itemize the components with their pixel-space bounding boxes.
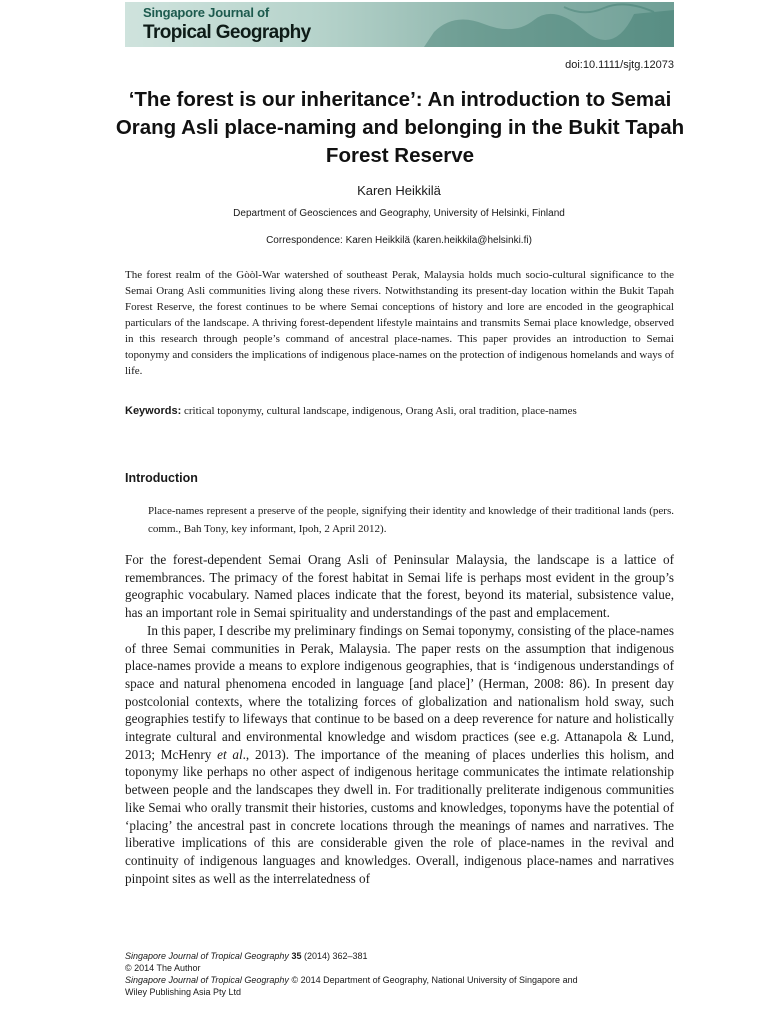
footer-publisher-line2: Wiley Publishing Asia Pty Ltd <box>125 987 242 997</box>
footer-pages: (2014) 362–381 <box>303 951 368 961</box>
section-heading-introduction: Introduction <box>125 471 198 485</box>
correspondence[interactable]: Correspondence: Karen Heikkilä (karen.heikkila@helsinki.fi) <box>266 235 532 246</box>
paragraph-2-part-b: ., 2013). The importance of the meaning of places underlies this holism, and toponymy like perhaps no other aspect of indigenous heritage communicates the intimate relationship between people and the landscapes they dwell in. For traditionally preliterate indigenous communities like Semai who orally transmit their histories, customs and knowledges, toponyms have the potential of ‘placing’ the ancestral past in concrete locations through the meanings of names and narratives. The liberative implications of this are considerable given the role of place-names in the revival and continuity of indigenous languages and knowledges. Overall, indigenous place-names and narratives pinpoint sites as well as the interrelatedness of <box>125 746 674 886</box>
epigraph: Place-names represent a preserve of the people, signifying their identity and knowledge of their traditional lands (pers. comm., Bah Tony, key informant, Ipoh, 2 April 2012). <box>148 505 674 535</box>
journal-name-line2: Tropical Geography <box>143 22 311 43</box>
footer-publisher-journal: Singapore Journal of Tropical Geography <box>125 975 289 985</box>
author-affiliation: Department of Geosciences and Geography, University of Helsinki, Finland <box>233 208 565 219</box>
keywords-label: Keywords: <box>125 405 182 417</box>
footer-publisher-rest: © 2014 Department of Geography, National University of Singapore and <box>291 975 578 985</box>
footer-journal: Singapore Journal of Tropical Geography <box>125 951 289 961</box>
journal-banner <box>125 2 674 47</box>
doi[interactable]: doi:10.1111/sjtg.12073 <box>565 59 674 71</box>
introduction-body <box>125 551 674 887</box>
footer-citation <box>125 950 578 962</box>
et-al: et al <box>217 746 243 762</box>
keywords-list: critical toponymy, cultural landscape, indigenous, Orang Asli, oral tradition, place-names <box>184 405 577 417</box>
paragraph-2-part-a: In this paper, I describe my preliminary findings on Semai toponymy, consisting of the place-names of three Semai communities in Perak, Malaysia. The paper rests on the assumption that indigenous place-names provide a means to explore indigenous geographies, that is ‘indigenous understandings of space and natural phenomena encoded in language [and place]’ (Herman, 2008: 86). In present day postcolonial contexts, where the totalizing forces of globalization and nationalism hold sway, such geographies testify to lifeways that continue to be based on a deep reverence for nature and holistically integrate cultural and environmental knowledge and wisdom practices (see e.g. Attanapola & Lund, 2013; McHenry <box>125 622 674 762</box>
author-name: Karen Heikkilä <box>357 183 441 198</box>
abstract: The forest realm of the Gòòl-War watershed of southeast Perak, Malaysia holds much socio-cultural significance to the Semai Orang Asli communities living along these rivers. Notwithstanding its present-day location within the Bukit Tapah Forest Reserve, the forest continues to be where Semai conceptions of history and lore are encoded in the geographical particulars of the landscape. A thriving forest-dependent lifestyle maintains and transmits Semai place knowledge, observed in this research through people’s command of ancestral place-names. This paper provides an introduction to Semai toponymy and considers the implications of indigenous place-names on the protection of indigenous homelands and ways of life. <box>125 269 674 377</box>
page-footer <box>125 950 578 998</box>
footer-copyright: © 2014 The Author <box>125 963 201 973</box>
journal-name-line1: Singapore Journal of <box>143 5 270 20</box>
map-graphic <box>414 2 674 47</box>
footer-publisher <box>125 974 578 986</box>
paragraph-1: For the forest-dependent Semai Orang Asli of Peninsular Malaysia, the landscape is a lattice of remembrances. The primacy of the forest habitat in Semai life is perhaps most evident in the group’s geographic vocabulary. Named places indicate that the forest, beyond its material, subsistence value, has an important role in Semai spirituality and understandings of the past and emplacement. <box>125 552 674 621</box>
footer-volume: 35 <box>291 951 302 961</box>
article-title: ‘The forest is our inheritance’: An introduction to Semai Orang Asli place-naming and belonging in the Bukit Tapah Forest Reserve <box>115 88 685 167</box>
keywords <box>125 403 674 419</box>
paragraph-2 <box>125 622 674 888</box>
